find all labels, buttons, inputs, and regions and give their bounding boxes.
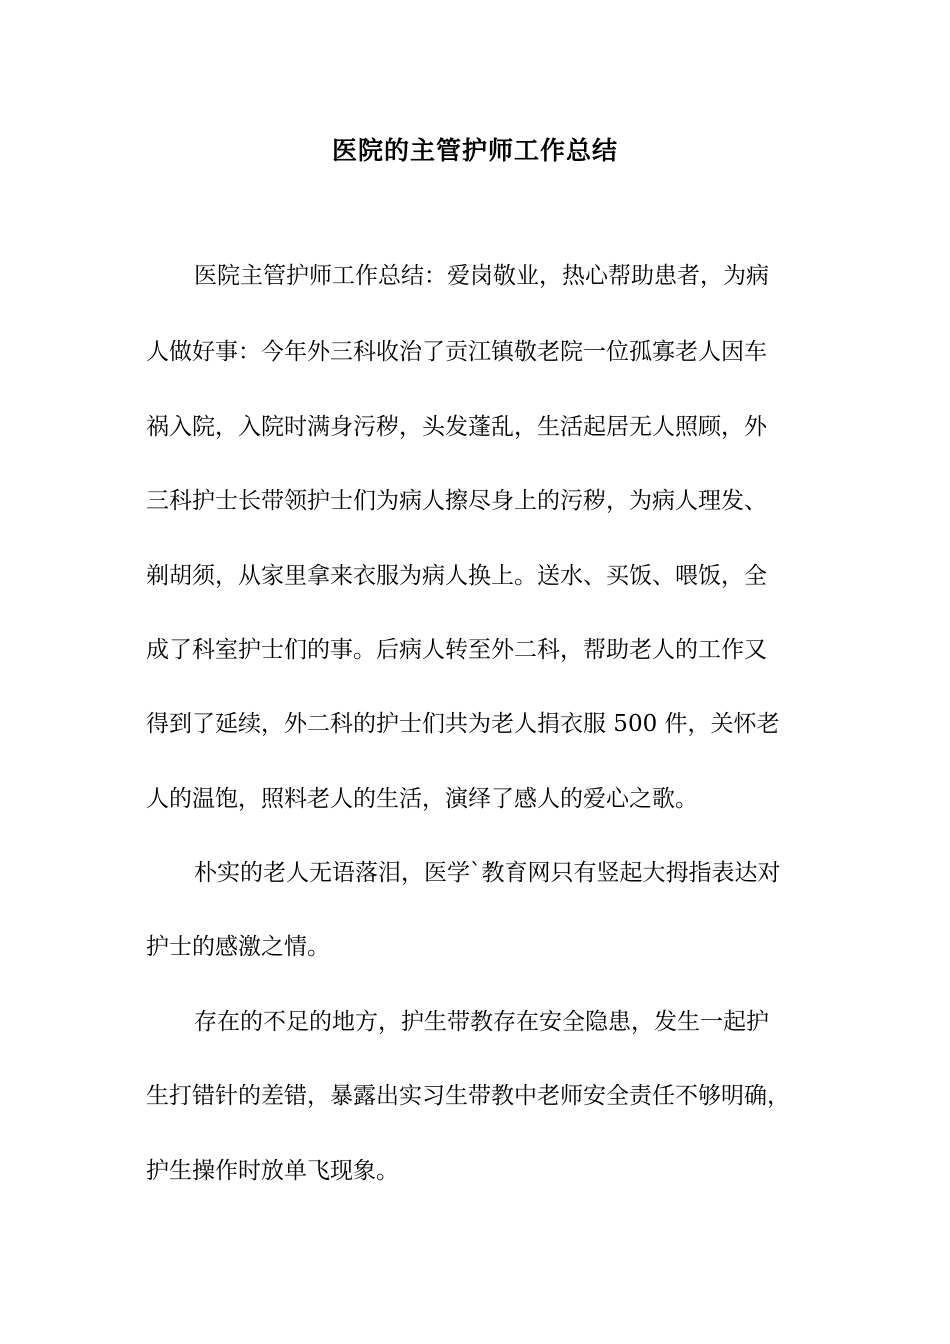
paragraph-1-line-6: 成了科室护士们的事。后病人转至外二科，帮助老人的工作又 xyxy=(146,637,767,663)
paragraph-1-line-4: 三科护士长带领护士们为病人擦尽身上的污秽，为病人理发、 xyxy=(146,488,767,514)
paragraph-1-line-1: 医院主管护师工作总结：爱岗敬业，热心帮助患者，为病 xyxy=(194,263,769,289)
paragraph-2-line-2: 护士的感激之情。 xyxy=(146,934,330,960)
paragraph-1-line-7: 得到了延续，外二科的护士们共为老人捐衣服 500 件，关怀老 xyxy=(146,711,780,737)
paragraph-1-line-3: 祸入院，入院时满身污秽，头发蓬乱，生活起居无人照顾，外 xyxy=(146,414,767,440)
document-title: 医院的主管护师工作总结 xyxy=(331,136,618,165)
paragraph-1-line-5: 剃胡须，从家里拿来衣服为病人换上。送水、买饭、喂饭，全 xyxy=(146,563,767,589)
paragraph-1-line-2: 人做好事：今年外三科收治了贡江镇敬老院一位孤寡老人因车 xyxy=(146,339,767,365)
paragraph-2-line-1: 朴实的老人无语落泪，医学`教育网只有竖起大拇指表达对 xyxy=(194,860,781,886)
paragraph-3-line-1: 存在的不足的地方，护生带教存在安全隐患，发生一起护 xyxy=(194,1009,769,1035)
paragraph-3-line-2: 生打错针的差错，暴露出实习生带教中老师安全责任不够明确， xyxy=(146,1083,790,1109)
paragraph-1-line-8: 人的温饱，照料老人的生活，演绎了感人的爱心之歌。 xyxy=(146,786,698,812)
paragraph-3-line-3: 护生操作时放单飞现象。 xyxy=(146,1158,399,1184)
